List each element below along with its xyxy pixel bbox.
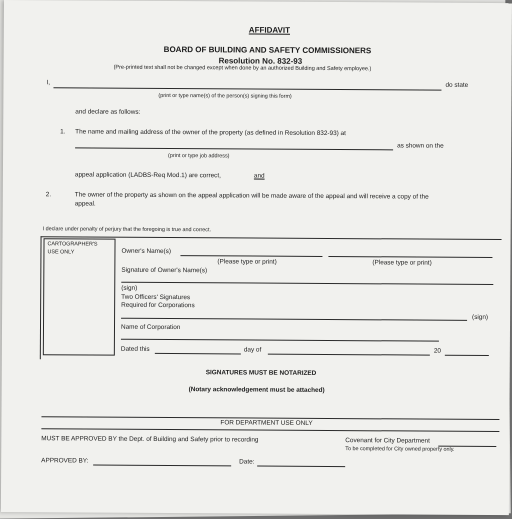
department-use-label: FOR DEPARTMENT USE ONLY [220, 419, 313, 427]
please-type-hint-2: (Please type or print) [372, 259, 432, 267]
item2-number: 2. [45, 191, 52, 199]
please-type-hint-1: (Please type or print) [217, 258, 277, 266]
notarized-heading: SIGNATURES MUST BE NOTARIZED [205, 369, 317, 377]
signer-name-hint: (print or type name(s) of the person(s) signing this form) [158, 92, 292, 100]
department-divider-bottom [41, 428, 499, 432]
sign-label-2: (sign) [472, 313, 489, 321]
year-prefix: 20 [433, 347, 441, 355]
approved-by-field[interactable] [93, 465, 231, 467]
do-state-text: do state [445, 81, 469, 89]
notary-acknowledgement-note: (Notary acknowledgement must be attached) [188, 386, 325, 394]
item1-and-text: and [253, 172, 265, 180]
board-heading: BOARD OF BUILDING AND SAFETY COMMISSIONERS [163, 44, 372, 56]
owners-name-label: Owner's Name(s) [121, 247, 172, 256]
cartographer-label-line2: USE ONLY [47, 249, 75, 256]
sign-label-1: (sign) [121, 284, 138, 292]
affidavit-form [1, 0, 512, 515]
form-title: AFFIDAVIT [248, 25, 291, 35]
signature-owner-label: Signature of Owner's Name(s) [121, 266, 208, 275]
dated-label: Dated this [120, 345, 150, 353]
city-owned-note: To be completed for City owned property only. [345, 446, 455, 453]
preprinted-note: (Pre-printed text shall not be changed except when done by an authorized Building and Safety employee.) [113, 64, 372, 73]
two-officers-label: Two Officers' Signatures [121, 293, 191, 302]
item1-appeal-text: appeal application (LADBS-Req Mod.1) are correct, [74, 171, 221, 180]
required-corporations-label: Required for Corporations [121, 301, 195, 310]
approval-date-field[interactable] [257, 466, 345, 468]
perjury-statement: I declare under penalty of perjury that the foregoing is true and correct. [42, 226, 212, 234]
covenant-label: Covenant for City Department [345, 437, 430, 445]
item1-text: The name and mailing address of the owner of the property (as defined in Resolution 832-93) at [75, 128, 346, 138]
job-address-hint: (print or type job address) [168, 153, 230, 160]
resolution-number: Resolution No. 832-93 [218, 56, 303, 66]
approved-by-label: APPROVED BY: [41, 457, 89, 465]
signer-name-field[interactable] [53, 87, 441, 90]
day-of-label: day of [243, 346, 262, 354]
item2-line1: The owner of the property as shown on the appeal application will be made aware of the appeal and will receive a copy of the [74, 191, 429, 201]
item1-shown-text: as shown on the [397, 142, 444, 150]
date-label: Date: [239, 458, 255, 466]
declare-text: and declare as follows: [75, 108, 141, 116]
corporation-name-label: Name of Corporation [120, 323, 181, 332]
cartographer-box [43, 238, 116, 355]
item2-line2: appeal. [74, 200, 96, 208]
item1-number: 1. [60, 128, 66, 136]
job-address-field[interactable] [75, 147, 393, 150]
must-approved-text: MUST BE APPROVED BY the Dept. of Building and Safety prior to recording [41, 435, 259, 444]
cartographer-label-line1: CARTOGRAPHER'S [47, 241, 98, 248]
i-label: I, [46, 79, 51, 87]
